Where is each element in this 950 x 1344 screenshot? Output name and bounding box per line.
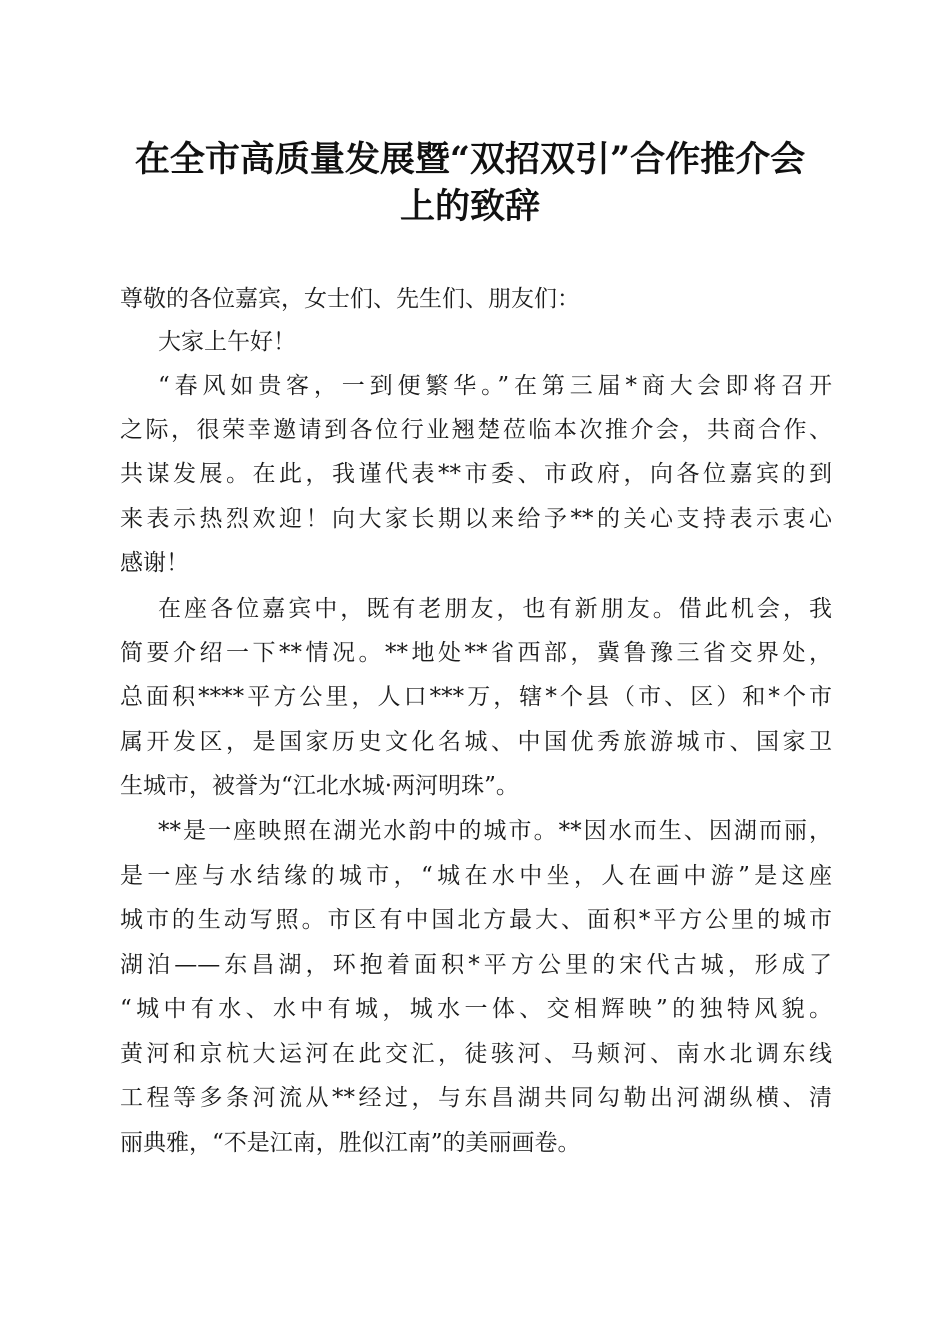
paragraph-1-line: 之际，很荣幸邀请到各位行业翘楚莅临本次推介会，共商合作、 [120, 417, 832, 443]
paragraph-3-line: 丽典雅，“不是江南，胜似江南”的美丽画卷。 [120, 1130, 581, 1156]
paragraph-2-line: 简要介绍一下**情况。**地处**省西部，冀鲁豫三省交界处， [120, 640, 832, 666]
paragraph-2-line: 总面积****平方公里，人口***万，辖*个县（市、区）和*个市 [120, 684, 832, 710]
paragraph-2-line: 生城市，被誉为“江北水城·两河明珠”。 [120, 773, 519, 799]
paragraph-2-line: 在座各位嘉宾中，既有老朋友，也有新朋友。借此机会，我 [158, 596, 832, 622]
paragraph-3-line: 湖泊——东昌湖，环抱着面积*平方公里的宋代古城，形成了 [120, 952, 832, 978]
paragraph-1-line: 感谢！ [120, 550, 189, 576]
paragraph-3-line: 工程等多条河流从**经过，与东昌湖共同勾勒出河湖纵横、清 [120, 1085, 832, 1111]
paragraph-2-line: 属开发区，是国家历史文化名城、中国优秀旅游城市、国家卫 [120, 729, 832, 755]
paragraph-3-line: 是一座与水结缘的城市，“城在水中坐，人在画中游”是这座 [120, 863, 832, 889]
salutation: 尊敬的各位嘉宾，女士们、先生们、朋友们： [120, 286, 580, 312]
paragraph-1-line: “春风如贵客，一到便繁华。”在第三届*商大会即将召开 [158, 373, 832, 399]
document-title-line-2: 上的致辞 [399, 186, 540, 227]
paragraph-3-line: **是一座映照在湖光水韵中的城市。**因水而生、因湖而丽， [158, 818, 832, 844]
paragraph-3-line: 黄河和京杭大运河在此交汇，徒骇河、马颊河、南水北调东线 [120, 1041, 832, 1067]
paragraph-3-line: 城市的生动写照。市区有中国北方最大、面积*平方公里的城市 [120, 907, 832, 933]
document-title-line-1: 在全市高质量发展暨“双招双引”合作推介会 [134, 139, 806, 180]
paragraph-1-line: 来表示热烈欢迎！向大家长期以来给予**的关心支持表示衷心 [120, 506, 832, 532]
greeting: 大家上午好！ [158, 329, 296, 355]
paragraph-1-line: 共谋发展。在此，我谨代表**市委、市政府，向各位嘉宾的到 [120, 461, 832, 487]
paragraph-3-line: “城中有水、水中有城，城水一体、交相辉映”的独特风貌。 [120, 996, 832, 1022]
